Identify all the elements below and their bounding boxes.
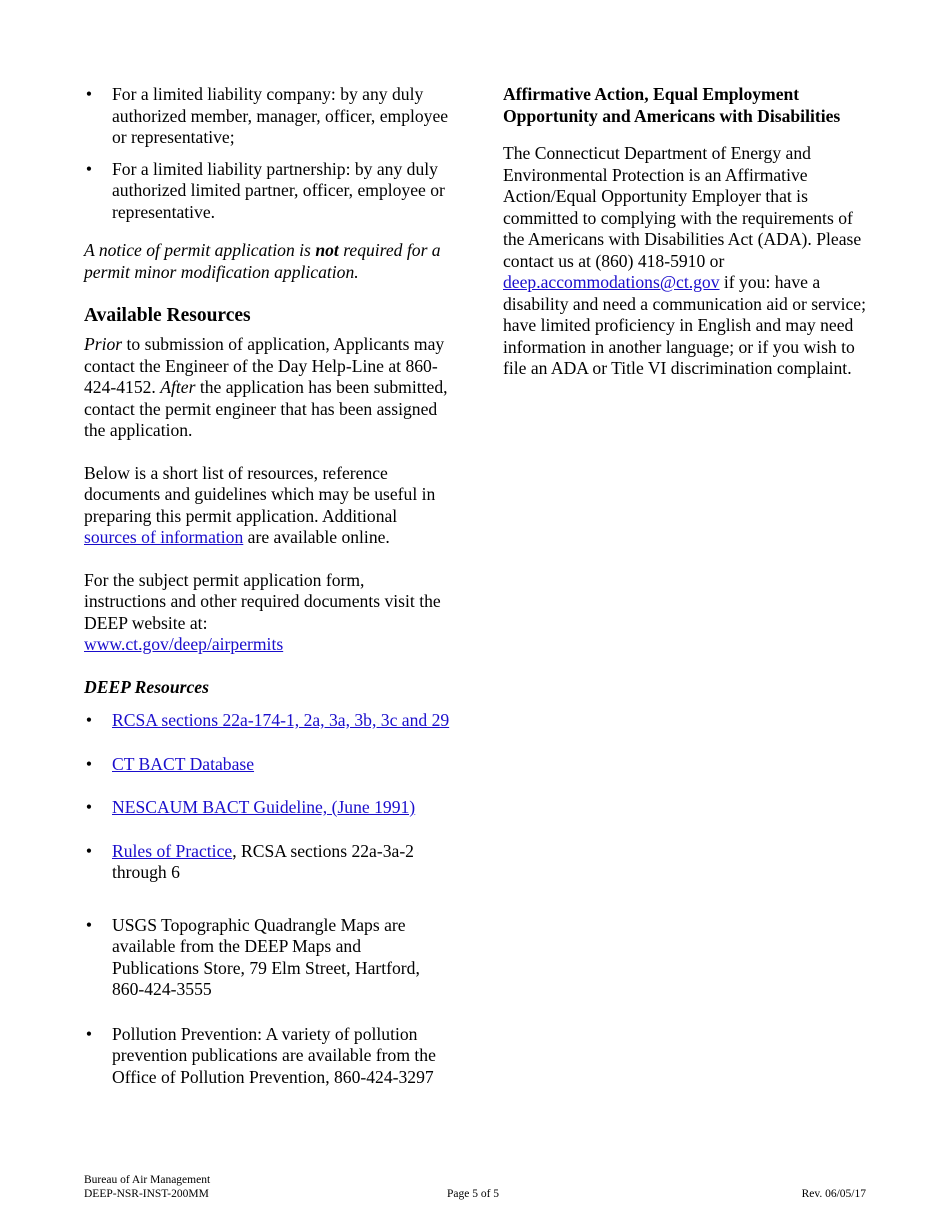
notice-emphasis: not <box>315 240 339 260</box>
signatory-list <box>84 84 450 223</box>
deep-resources-heading: DEEP Resources <box>84 676 209 697</box>
bullet-icon: • <box>85 840 93 861</box>
bullet-icon: • <box>85 710 93 730</box>
deep-airpermits-link[interactable]: www.ct.gov/deep/airpermits <box>84 634 284 654</box>
bullet-icon: • <box>85 84 93 104</box>
nescaum-bact-guideline-link[interactable]: NESCAUM BACT Guideline, (June 1991) <box>112 797 416 817</box>
rules-of-practice-link[interactable]: Rules of Practice <box>112 840 233 861</box>
bullet-icon: • <box>85 1023 93 1044</box>
list-item <box>84 797 450 819</box>
sources-of-information-link[interactable]: sources of information <box>84 527 244 547</box>
list-item: • USGS Topographic Quadrangle Maps are available from the DEEP Maps and Publications Store, 79 Elm Street, Hartford, 860-424-3555 <box>85 914 420 999</box>
bullet-icon: • <box>85 753 93 774</box>
affirmative-action-paragraph: The Connecticut Department of Energy and Environmental Protection is an Affirmative Action/Equal Opportunity Employer that is committed to complying with the requirements of the Americans with Disabilities Act (ADA). Please contact us at (860) 418-5910 or deep.accommodations@ct.gov if you: have a disability and need a communication aid or service; have limited proficiency in English and may need information in another language; or if you wish to file an ADA or Title VI discrimination complaint. <box>503 143 866 378</box>
list-item: • Pollution Prevention: A variety of pollution prevention publications are available from the Office of Pollution Prevention, 860-424-3297 <box>85 1023 436 1087</box>
rcsa-sections-link[interactable]: RCSA sections 22a-174-1, 2a, 3a, 3b, 3c and 29 <box>112 710 450 730</box>
notice-paragraph: A notice of permit application is not required for a permit minor modification application. <box>84 240 441 282</box>
footer-bureau: Bureau of Air Management <box>84 1174 211 1186</box>
list-item <box>84 84 450 149</box>
bullet-icon: • <box>85 158 93 179</box>
ct-bact-database-link[interactable]: CT BACT Database <box>112 753 255 774</box>
list-item-text: For a limited liability partnership: by any duly authorized limited partner, officer, employee or representative. <box>112 158 445 222</box>
accommodations-email-link[interactable]: deep.accommodations@ct.gov <box>503 272 720 292</box>
prior-paragraph: Prior to submission of application, Applicants may contact the Engineer of the Day Help-Line at 860-424-4152. After the application has been submitted, contact the permit engineer that has been assigned the application. <box>84 334 448 440</box>
list-item <box>84 710 450 732</box>
list-item-text: For a limited liability company: by any duly authorized member, manager, officer, employee or representative; <box>112 84 449 147</box>
deep-resources-list <box>84 710 450 1088</box>
footer-revision: Rev. 06/05/17 <box>801 1188 866 1200</box>
affirmative-action-heading: Affirmative Action, Equal Employment Opportunity and Americans with Disabilities <box>503 84 841 126</box>
deep-website-paragraph: For the subject permit application form, instructions and other required documents visit the DEEP website at: www.ct.gov/deep/airpermits <box>84 569 441 654</box>
bullet-icon: • <box>85 914 93 935</box>
footer-page-number: Page 5 of 5 <box>447 1188 500 1200</box>
bullet-icon: • <box>85 797 93 817</box>
footer-left <box>84 1173 210 1201</box>
footer-doc-id: DEEP-NSR-INST-200MM <box>84 1188 209 1200</box>
list-item: • Rules of Practice, RCSA sections 22a-3a-2 through 6 <box>85 840 414 882</box>
available-resources-heading: Available Resources <box>84 305 251 326</box>
right-column <box>503 84 868 380</box>
left-column <box>84 84 450 1088</box>
list-item <box>84 754 450 776</box>
list-item <box>84 159 450 224</box>
resources-intro-paragraph: Below is a short list of resources, reference documents and guidelines which may be useful in preparing this permit application. Additional sources of information are available online. <box>84 462 436 547</box>
